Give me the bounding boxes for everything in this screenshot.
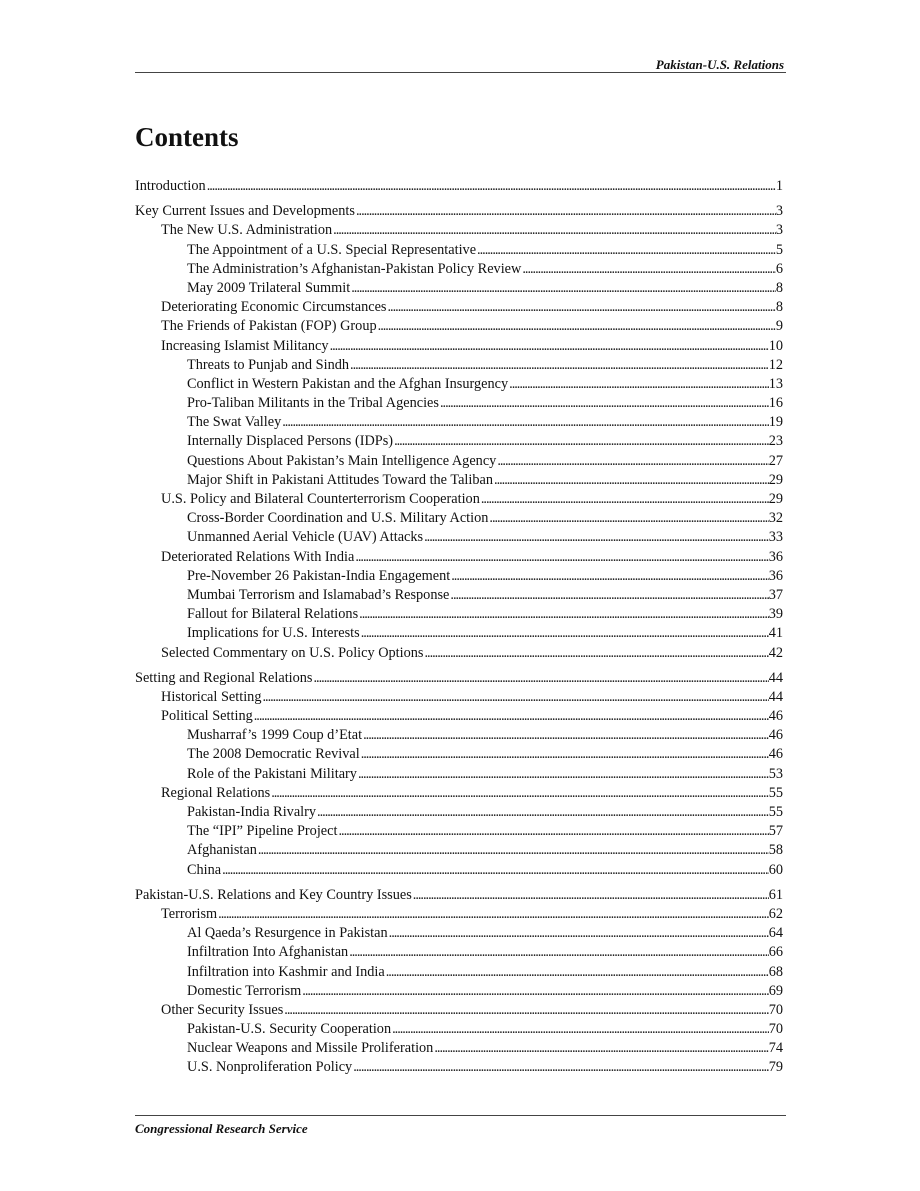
toc-entry-page-number: 79 — [768, 1059, 783, 1076]
toc-entry-title: Historical Setting — [161, 688, 262, 705]
toc-entry-title: Pakistan-India Rivalry — [187, 804, 317, 820]
toc-entry[interactable] — [135, 745, 783, 764]
toc-entry-page-number: 36 — [768, 567, 783, 584]
toc-entry-page-number: 57 — [768, 823, 783, 840]
dot-leader — [349, 356, 769, 375]
toc-entry-title: Pre-November 26 Pakistan-India Engagement — [187, 567, 451, 584]
toc-entry[interactable] — [135, 413, 783, 432]
toc-entry-title: Political Setting — [161, 708, 253, 725]
toc-entry-title: The Administration’s Afghanistan-Pakistan Policy Review — [187, 260, 522, 277]
toc-entry[interactable] — [135, 861, 783, 880]
dot-leader — [301, 982, 768, 1001]
toc-entry-title: Cross-Border Coordination and U.S. Military Action — [187, 510, 489, 527]
toc-entry-title: Pakistan-U.S. Relations and Key Country Issues — [135, 886, 412, 903]
toc-entry-title: Fallout for Bilateral Relations — [187, 606, 359, 623]
toc-entry[interactable] — [135, 452, 783, 471]
toc-entry-page-number: 68 — [768, 963, 783, 980]
toc-entry[interactable] — [135, 688, 783, 707]
toc-entry-page-number: 66 — [768, 944, 783, 961]
toc-entry-title: Pakistan-U.S. Security Cooperation — [187, 1021, 392, 1038]
footer-rule — [135, 1115, 786, 1116]
toc-entry[interactable] — [135, 803, 783, 822]
toc-entry-title: Al Qaeda’s Resurgence in Pakistan — [187, 925, 388, 942]
toc-entry[interactable] — [135, 982, 783, 1001]
toc-entry-title: Nuclear Weapons and Missile Proliferation — [187, 1040, 434, 1057]
toc-entry-title: Deteriorating Economic Circumstances — [161, 299, 387, 316]
dot-leader — [283, 1001, 768, 1020]
toc-entry-page-number: 53 — [768, 765, 783, 782]
toc-entry-page-number: 12 — [768, 356, 783, 373]
toc-entry[interactable] — [135, 905, 783, 924]
dot-leader — [488, 509, 768, 528]
toc-entry-page-number: 69 — [768, 982, 783, 999]
toc-entry-title: Other Security Issues — [161, 1001, 284, 1018]
dot-leader — [350, 279, 776, 298]
toc-entry-title: The Friends of Pakistan (FOP) Group — [161, 318, 377, 335]
toc-entry-title: Afghanistan — [187, 842, 257, 859]
toc-entry[interactable] — [135, 886, 783, 905]
toc-entry-title: Introduction — [135, 178, 206, 194]
toc-entry-title: Pro-Taliban Militants in the Tribal Agencies — [187, 395, 439, 412]
toc-entry-page-number: 36 — [768, 548, 783, 565]
dot-leader — [393, 432, 769, 451]
toc-entry[interactable] — [135, 707, 783, 726]
toc-entry-title: The New U.S. Administration — [161, 222, 333, 239]
toc-entry-page-number: 70 — [768, 1001, 783, 1018]
toc-entry[interactable] — [135, 317, 783, 336]
toc-entry[interactable] — [135, 822, 783, 841]
dot-leader — [206, 177, 776, 196]
dot-leader — [217, 905, 769, 924]
dot-leader — [332, 221, 776, 240]
toc-entry-page-number: 39 — [768, 606, 783, 623]
toc-entry[interactable] — [135, 202, 783, 221]
toc-entry[interactable] — [135, 586, 783, 605]
dot-leader — [423, 644, 768, 663]
toc-entry-page-number: 27 — [768, 452, 783, 469]
dot-leader — [385, 963, 769, 982]
dot-leader — [316, 803, 769, 822]
toc-entry-title: U.S. Nonproliferation Policy — [187, 1059, 353, 1076]
toc-entry-title: Implications for U.S. Interests — [187, 625, 360, 642]
toc-entry-title: The Swat Valley — [187, 414, 282, 431]
toc-entry-page-number: 32 — [768, 510, 783, 527]
dot-leader — [493, 471, 769, 490]
toc-entry-page-number: 55 — [768, 784, 783, 801]
toc-entry[interactable] — [135, 471, 783, 490]
toc-entry-page-number: 16 — [768, 395, 783, 412]
header-rule — [135, 72, 786, 73]
toc-entry-page-number: 41 — [768, 625, 783, 642]
dot-leader — [313, 669, 769, 688]
dot-leader — [480, 490, 769, 509]
toc-entry[interactable] — [135, 177, 783, 196]
running-footer: Congressional Research Service — [135, 1121, 308, 1136]
toc-entry-title: China — [187, 861, 222, 878]
dot-leader — [508, 375, 769, 394]
toc-entry[interactable] — [135, 432, 783, 451]
toc-entry[interactable] — [135, 1020, 783, 1039]
toc-entry-page-number: 19 — [768, 414, 783, 431]
toc-entry-title: Setting and Regional Relations — [135, 669, 313, 686]
toc-entry-page-number: 46 — [768, 727, 783, 744]
toc-entry[interactable] — [135, 356, 783, 375]
toc-entry-page-number: 44 — [768, 688, 783, 705]
toc-entry-page-number: 61 — [768, 886, 783, 903]
toc-entry-title: Regional Relations — [161, 784, 271, 801]
toc-entry[interactable] — [135, 394, 783, 413]
dot-leader — [357, 765, 769, 784]
toc-entry[interactable] — [135, 1039, 783, 1058]
toc-entry[interactable] — [135, 924, 783, 943]
dot-leader — [261, 688, 768, 707]
toc-entry-page-number: 74 — [768, 1040, 783, 1057]
dot-leader — [362, 726, 769, 745]
toc-entry[interactable] — [135, 375, 783, 394]
toc-entry-title: The “IPI” Pipeline Project — [187, 823, 338, 840]
toc-entry-page-number: 3 — [775, 203, 783, 220]
toc-entry-title: Terrorism — [161, 905, 218, 922]
dot-leader — [329, 337, 769, 356]
toc-entry-page-number: 6 — [775, 260, 783, 277]
toc-entry-title: The Appointment of a U.S. Special Representative — [187, 241, 477, 258]
toc-entry[interactable] — [135, 567, 783, 586]
dot-leader — [496, 452, 768, 471]
toc-entry[interactable] — [135, 726, 783, 745]
dot-leader — [253, 707, 769, 726]
toc-entry-title: Key Current Issues and Developments — [135, 203, 355, 220]
toc-entry-page-number: 13 — [768, 375, 783, 392]
dot-leader — [387, 298, 776, 317]
dot-leader — [270, 784, 769, 803]
toc-entry[interactable] — [135, 509, 783, 528]
toc-entry-title: Increasing Islamist Militancy — [161, 337, 329, 354]
toc-entry[interactable] — [135, 298, 783, 317]
toc-entry-title: The 2008 Democratic Revival — [187, 746, 360, 763]
toc-entry-title: Domestic Terrorism — [187, 982, 302, 999]
dot-leader — [358, 605, 769, 624]
toc-entry-page-number: 8 — [775, 279, 783, 296]
toc-entry-title: Selected Commentary on U.S. Policy Options — [161, 644, 424, 661]
toc-entry-title: Role of the Pakistani Military — [187, 765, 357, 782]
toc-entry[interactable] — [135, 765, 783, 784]
dot-leader — [352, 1058, 769, 1077]
toc-entry[interactable] — [135, 841, 783, 860]
toc-entry-page-number: 60 — [768, 861, 783, 878]
toc-entry[interactable] — [135, 605, 783, 624]
dot-leader — [221, 861, 769, 880]
dot-leader — [450, 567, 768, 586]
toc-entry[interactable] — [135, 260, 783, 279]
toc-entry-page-number: 29 — [768, 471, 783, 488]
toc-entry-page-number: 37 — [768, 586, 783, 603]
toc-entry-page-number: 3 — [775, 222, 783, 239]
dot-leader — [281, 413, 768, 432]
dot-leader — [423, 528, 769, 547]
toc-entry[interactable] — [135, 963, 783, 982]
toc-entry-page-number: 33 — [768, 529, 783, 546]
dot-leader — [449, 586, 768, 605]
dot-leader — [348, 943, 769, 962]
dot-leader — [377, 317, 776, 336]
toc-entry-page-number: 8 — [775, 299, 783, 316]
toc-entry-page-number: 44 — [768, 669, 783, 686]
toc-entry-page-number: 46 — [768, 708, 783, 725]
toc-entry-title: May 2009 Trilateral Summit — [187, 279, 351, 296]
dot-leader — [388, 924, 769, 943]
toc-entry-page-number: 46 — [768, 746, 783, 763]
toc-entry-page-number: 58 — [768, 842, 783, 859]
dot-leader — [354, 548, 768, 567]
toc-entry-title: Mumbai Terrorism and Islamabad’s Response — [187, 586, 450, 603]
toc-entry-title: Infiltration into Kashmir and India — [187, 963, 385, 980]
dot-leader — [337, 822, 768, 841]
toc-entry-title: Threats to Punjab and Sindh — [187, 356, 350, 373]
toc-entry-page-number: 42 — [768, 644, 783, 661]
toc-entry-title: Questions About Pakistan’s Main Intelligence Agency — [187, 452, 497, 469]
toc-entry-title: Internally Displaced Persons (IDPs) — [187, 433, 394, 450]
dot-leader — [391, 1020, 769, 1039]
toc-entry[interactable] — [135, 624, 783, 643]
dot-leader — [476, 241, 776, 260]
toc-entry-title: U.S. Policy and Bilateral Counterterrorism Cooperation — [161, 491, 480, 507]
toc-entry[interactable] — [135, 548, 783, 567]
toc-entry[interactable] — [135, 241, 783, 260]
toc-entry-page-number: 62 — [768, 905, 783, 922]
toc-entry-title: Conflict in Western Pakistan and the Afghan Insurgency — [187, 375, 509, 392]
toc-entry[interactable] — [135, 528, 783, 547]
toc-entry-title: Unmanned Aerial Vehicle (UAV) Attacks — [187, 529, 424, 546]
toc-entry[interactable] — [135, 1058, 783, 1077]
dot-leader — [257, 841, 769, 860]
toc-entry[interactable] — [135, 1001, 783, 1020]
toc-entry-page-number: 9 — [775, 318, 783, 335]
page-title: Contents — [135, 122, 239, 152]
toc-entry-title: Musharraf’s 1999 Coup d’Etat — [187, 727, 363, 744]
toc-entry[interactable] — [135, 784, 783, 803]
toc-entry-page-number: 23 — [768, 433, 783, 450]
toc-entry[interactable] — [135, 279, 783, 298]
table-of-contents — [135, 177, 783, 1078]
toc-entry[interactable] — [135, 644, 783, 663]
toc-entry-page-number: 5 — [775, 241, 783, 258]
toc-entry-page-number: 10 — [768, 337, 783, 354]
dot-leader — [355, 202, 776, 221]
toc-entry-page-number: 70 — [768, 1021, 783, 1038]
toc-entry-title: Deteriorated Relations With India — [161, 548, 355, 565]
dot-leader — [360, 745, 769, 764]
toc-entry[interactable] — [135, 490, 783, 509]
dot-leader — [439, 394, 769, 413]
toc-entry[interactable] — [135, 943, 783, 962]
toc-entry[interactable] — [135, 337, 783, 356]
dot-leader — [360, 624, 769, 643]
toc-entry-page-number: 55 — [768, 804, 783, 820]
toc-entry-page-number: 29 — [768, 491, 783, 507]
toc-entry-title: Major Shift in Pakistani Attitudes Toward the Taliban — [187, 471, 494, 488]
dot-leader — [433, 1039, 768, 1058]
running-header: Pakistan-U.S. Relations — [655, 57, 784, 72]
toc-entry-page-number: 1 — [775, 178, 783, 194]
toc-entry-page-number: 64 — [768, 925, 783, 942]
toc-entry[interactable] — [135, 669, 783, 688]
dot-leader — [521, 260, 775, 279]
dot-leader — [412, 886, 769, 905]
toc-entry-title: Infiltration Into Afghanistan — [187, 944, 349, 961]
toc-entry[interactable] — [135, 221, 783, 240]
